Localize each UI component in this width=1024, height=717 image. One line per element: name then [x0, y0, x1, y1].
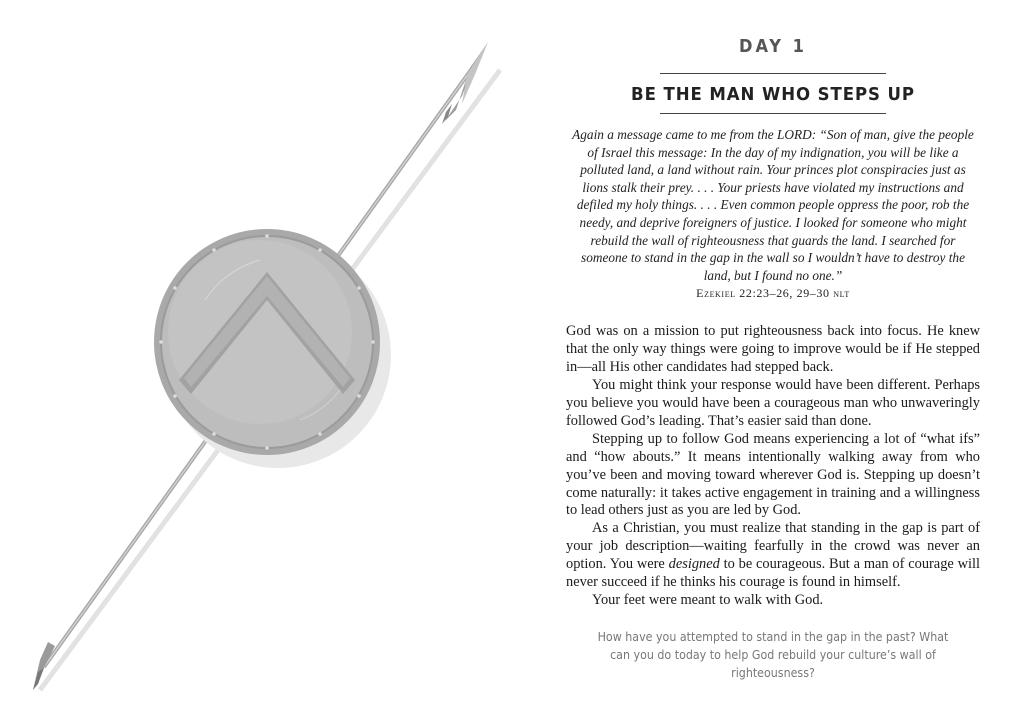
- title-rule-bottom: [660, 113, 886, 114]
- body-paragraph-2: You might think your response would have been different. Perhaps you believe you would have been a courageous man who unwaveringly followed God’s leading. That’s easier said than done.: [566, 377, 980, 429]
- page-title: BE THE MAN WHO STEPS UP: [631, 84, 915, 105]
- day-label: DAY 1: [739, 36, 807, 57]
- body-paragraph-3: Stepping up to follow God means experiencing a lot of “what ifs” and “how abouts.” It means intentionally walking away from who you’ve been and moving toward wherever God is. Stepping up doesn’t come naturally: it takes active engagement in training and a willingness to lead others just as you are led by God.: [566, 430, 980, 519]
- devotional-page: [566, 32, 980, 682]
- body-paragraph-4-a: As a Christian, you must realize that standing in the gap is part of your job description—waiting fearfully in the crowd was never an option.: [566, 520, 980, 573]
- reflection-question: How have you attempted to stand in the gap in the past? What can you do today to help God rebuild your culture’s wall of righteousness?: [597, 628, 949, 680]
- spear-head-icon: [442, 42, 488, 124]
- body-paragraph-1: God was on a mission to put righteousness back into focus. He knew that the only way things were going to improve would be if He stepped in—all His other candidates had stepped back.: [566, 323, 980, 376]
- body-text: [566, 323, 980, 610]
- emphasis-designed: designed: [668, 556, 720, 573]
- scripture-reference: Ezekiel 22:23–26, 29–30 nlt: [696, 286, 850, 301]
- body-paragraph-5: Your feet were meant to walk with God.: [592, 591, 824, 608]
- body-paragraph-4: [566, 520, 980, 592]
- shield-icon: [154, 229, 380, 455]
- scripture-passage: Again a message came to me from the LORD: “Son of man, give the people of Israel this message: In the day of my indignation, you will be like a polluted land, a land without rain. Your princes plot conspiracies just as lions stalk their prey. . . . Your priests have violated my instructions and defiled my holy things. . . . Even common people oppress the poor, rob the needy, and deprive foreigners of justice. I looked for someone who might rebuild the wall of righteousness that guards the land. I searched for someone to stand in the gap in the wall so I wouldn’t have to destroy the land, but I found no one.”: [572, 127, 974, 283]
- body-paragraph-4-c: to be courageous. But a man of courage will never succeed if he thinks his courage is found in himself.: [566, 556, 980, 591]
- body-paragraph-4-b: You were: [609, 556, 669, 573]
- title-rule-top: [660, 73, 886, 74]
